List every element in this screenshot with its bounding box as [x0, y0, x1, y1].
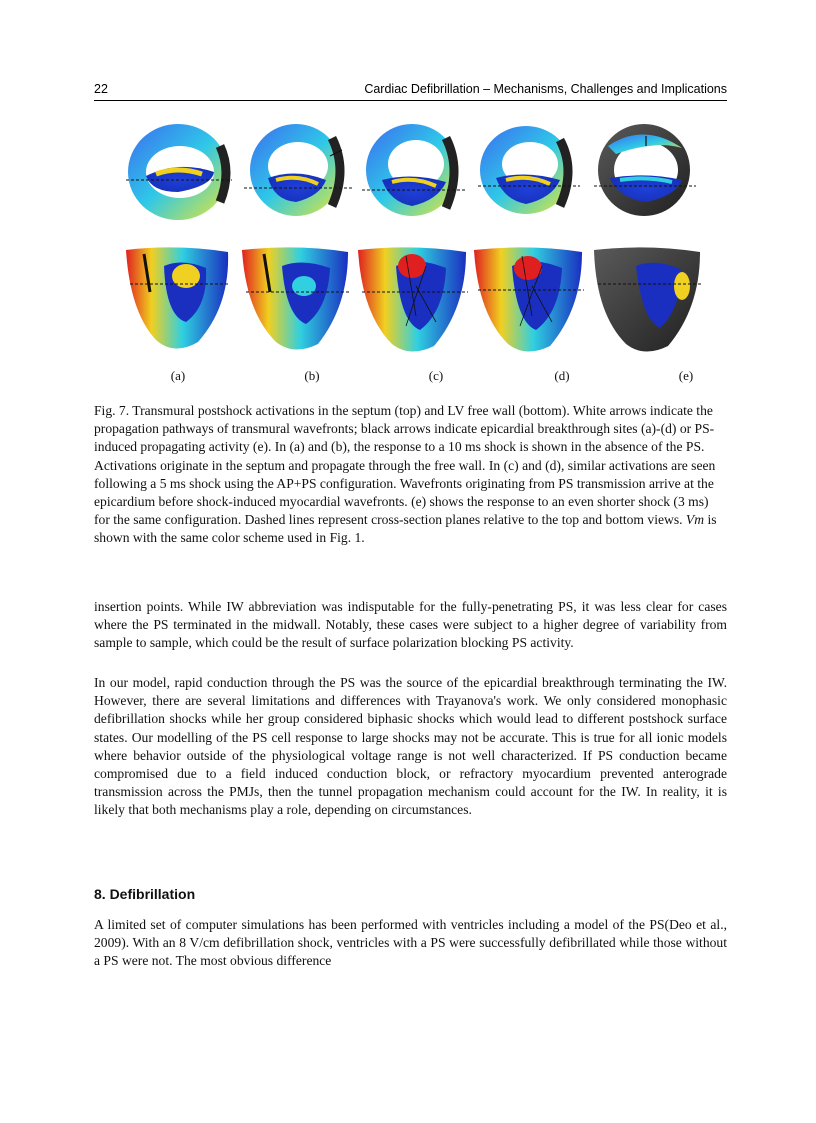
- view-bottom-d: [474, 247, 584, 351]
- top-row-slices: [126, 124, 696, 220]
- figure-7: [116, 116, 706, 388]
- panel-label-e: (e): [678, 368, 694, 383]
- slice-top-c: [362, 124, 466, 216]
- running-title: Cardiac Defibrillation – Mechanisms, Challenges and Implications: [364, 82, 727, 96]
- figure-7-image: [116, 116, 706, 388]
- body-paragraph-2: In our model, rapid conduction through the PS was the source of the epicardial breakthrough terminating the IW. However, there are several limitations and differences with Trayanova's work. We only considered monophasic defibrillation shocks while her group considered biphasic shocks which would lead to different postshock surface states. Our modelling of the PS cell response to large shocks may not be accurate. This is true for all ionic models where behavior outside of the physiological voltage range is not well characterized. If PS conduction became compromised due to a field induced conduction block, or refractory myocardium prevented anterograde transmission across the PMJs, then the tunnel propagation mechanism could account for the IW. In reality, it is likely that both mechanisms play a role, depending on circumstances.: [94, 675, 727, 818]
- bottom-row-views: [126, 247, 702, 351]
- caption-text-end: is shown with the same color scheme used in Fig. 1.: [94, 512, 717, 546]
- body-paragraph-3: A limited set of computer simulations has been performed with ventricles including a model of the PS(Deo et al., 2009). With an 8 V/cm defibrillation shock, ventricles with a PS were successfully defibrillated while those without a PS were not. The most obvious difference: [94, 917, 727, 969]
- view-bottom-a: [126, 247, 228, 348]
- panel-label-d: (d): [554, 368, 570, 383]
- view-bottom-c: [358, 247, 468, 351]
- view-bottom-e: [594, 247, 702, 351]
- panel-label-c: (c): [428, 368, 444, 383]
- slice-top-e: [594, 124, 696, 216]
- view-bottom-b: [242, 247, 350, 349]
- page-number: 22: [94, 82, 108, 96]
- page-header: [94, 80, 727, 101]
- caption-text: Fig. 7. Transmural postshock activations in the septum (top) and LV free wall (bottom). White arrows indicate the propagation pathways of transmural wavefronts; black arrows indicate epicardial breakthrough sites (a)-(d) or PS-induced propagating activity (e). In (a) and (b), the response to a 10 ms shock is shown in the absence of the PS. Activations originate in the septum and propagate through the free wall. In (c) and (d), similar activations are seen following a 5 ms shock using the AP+PS configuration. Wavefronts originating from PS transmission arrive at the epicardium before shock-induced myocardial wavefronts. (e) shows the response to an even shorter shock (3 ms) for the same configuration. Dashed lines represent cross-section planes relative to the top and bottom views.: [94, 403, 716, 528]
- panel-label-b: (b): [304, 368, 320, 383]
- panel-labels: [171, 368, 693, 383]
- body-paragraph-1: insertion points. While IW abbreviation was indisputable for the fully-penetrating PS, it was less clear for cases where the PS terminated in the midwall. Notably, these cases were subject to a higher degree of variability from sample to sample, which could be the result of surface polarization blocking PS activity.: [94, 599, 727, 651]
- section-heading: 8. Defibrillation: [94, 886, 196, 902]
- slice-top-b: [244, 124, 352, 216]
- caption-vm-symbol: Vm: [685, 512, 705, 528]
- figure-caption: [94, 402, 727, 548]
- slice-top-d: [478, 126, 580, 214]
- panel-label-a: (a): [170, 368, 186, 383]
- slice-top-a: [126, 124, 232, 220]
